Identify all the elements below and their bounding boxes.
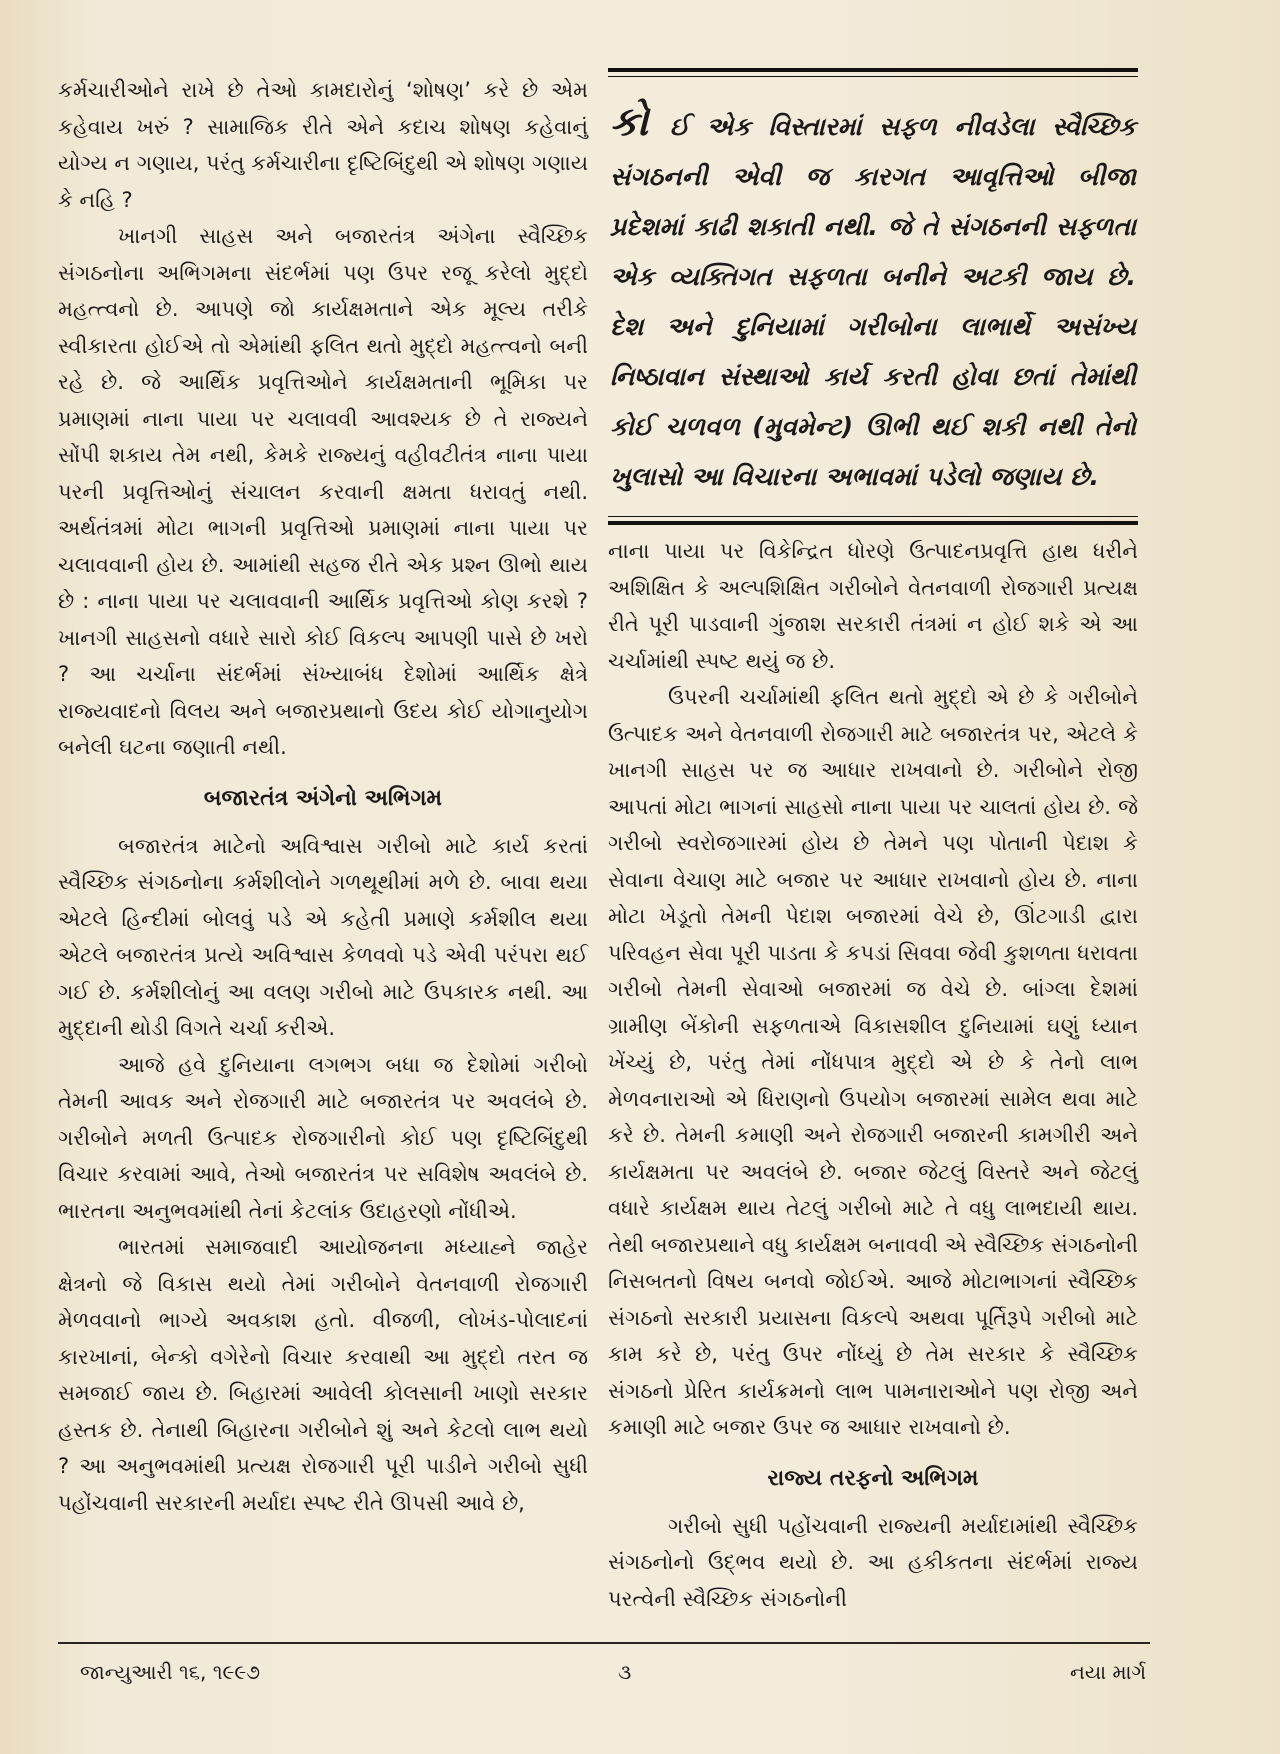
pull-quote (608, 77, 1138, 516)
right-column (608, 68, 1138, 1617)
drop-cap: કો (610, 99, 649, 145)
pull-quote-body: ઈ એક વિસ્તારમાં સફળ નીવડેલા સ્વૈચ્છિક સંગઠનની એવી જ કારગત આવૃત્તિઓ બીજા પ્રદેશમાં કાઢી શકાતી નથી. જે તે સંગઠનની સફળતા એક વ્યક્તિગત સફળતા બનીને અટકી જાય છે. દેશ અને દુનિયામાં ગરીબોના લાભાર્થે અસંખ્ય નિષ્ઠાવાન સંસ્થાઓ કાર્ય કરતી હોવા છતાં તેમાંથી કોઈ ચળવળ (મુવમેન્ટ) ઊભી થઈ શકી નથી તેનો ખુલાસો આ વિચારના અભાવમાં પડેલો જણાય છે. (610, 112, 1136, 491)
paragraph: કર્મચારીઓને રાખે છે તેઓ કામદારોનું ‘શોષણ’ કરે છે એમ કહેવાય ખરું ? સામાજિક રીતે એને કદાચ શોષણ કહેવાનું યોગ્ય ન ગણાય, પરંતુ કર્મચારીના દૃષ્ટિબિંદુથી એ શોષણ ગણાય કે નહિ ? (58, 78, 589, 212)
section-heading: રાજ્ય તરફનો અભિગમ (767, 1465, 979, 1491)
paragraph: ભારતમાં સમાજવાદી આયોજનના મધ્યાહ્ને જાહેર ક્ષેત્રનો જે વિકાસ થયો તેમાં ગરીબોને વેતનવાળી રોજગારી મેળવવાનો ભાગ્યે અવકાશ હતો. વીજળી, લોખંડ-પોલાદનાં કારખાનાં, બેન્કો વગેરેનો વિચાર કરવાથી આ મુદ્દો તરત જ સમજાઈ જાય છે. બિહારમાં આવેલી કોલસાની ખાણો સરકાર હસ્તક છે. તેનાથી બિહારના ગરીબોને શું અને કેટલો લાભ થયો ? આ અનુભવમાંથી પ્રત્યક્ષ રોજગારી પૂરી પાડીને ગરીબો સુધી પહોંચવાની સરકારની મર્યાદા સ્પષ્ટ રીતે ઊપસી આવે છે, (58, 1235, 588, 1515)
left-column (58, 72, 588, 1521)
footer-rule (58, 1642, 1150, 1644)
paragraph: ખાનગી સાહસ અને બજારતંત્ર અંગેના સ્વૈચ્છિક સંગઠનોના અભિગમના સંદર્ભમાં પણ ઉપર રજૂ કરેલો મુદ્દો મહત્ત્વનો છે. આપણે જો કાર્યક્ષમતાને એક મૂલ્ય તરીકે સ્વીકારતા હોઈએ તો એમાંથી ફલિત થતો મુદ્દો મહત્ત્વનો બની રહે છે. જે આર્થિક પ્રવૃત્તિઓને કાર્યક્ષમતાની ભૂમિકા પર પ્રમાણમાં નાના પાયા પર ચલાવવી આવશ્યક છે તે રાજ્યને સોંપી શકાય તેમ નથી, કેમકે રાજ્યનું વહીવટીતંત્ર નાના પાયા પરની પ્રવૃત્તિઓનું સંચાલન કરવાની ક્ષમતા ધરાવતું નથી. અર્થતંત્રમાં મોટા ભાગની પ્રવૃત્તિઓ પ્રમાણમાં નાના પાયા પર ચલાવવાની હોય છે. આમાંથી સહજ રીતે એક પ્રશ્ન ઊભો થાય છે : નાના પાયા પર ચલાવવાની આર્થિક પ્રવૃત્તિઓ કોણ કરશે ? ખાનગી સાહસનો વધારે સારો કોઈ વિકલ્પ આપણી પાસે છે ખરો ? આ ચર્ચાના સંદર્ભમાં સંખ્યાબંધ દેશોમાં આર્થિક ક્ષેત્રે રાજ્યવાદનો વિલય અને બજારપ્રથાનો ઉદય કોઈ યોગાનુયોગ બનેલી ઘટના જણાતી નથી. (58, 224, 588, 759)
paragraph: ગરીબો સુધી પહોંચવાની રાજ્યની મર્યાદામાંથી સ્વૈચ્છિક સંગઠનોનો ઉદ્ભવ થયો છે. આ હકીકતના સંદર્ભમાં રાજ્ય પરત્વેની સ્વૈચ્છિક સંગઠનોની (608, 1513, 1138, 1611)
page-number: ૩ (618, 1660, 632, 1684)
paragraph: ઉપરની ચર્ચામાંથી ફલિત થતો મુદ્દો એ છે કે ગરીબોને ઉત્પાદક અને વેતનવાળી રોજગારી માટે બજારતંત્ર પર, એટલે કે ખાનગી સાહસ પર જ આધાર રાખવાનો છે. ગરીબોને રોજી આપતાં મોટા ભાગનાં સાહસો નાના પાયા પર ચાલતાં હોય છે. જે ગરીબો સ્વરોજગારમાં હોય છે તેમને પણ પોતાની પેદાશ કે સેવાના વેચાણ માટે બજાર પર આધાર રાખવાનો હોય છે. નાના મોટા ખેડૂતો તેમની પેદાશ બજારમાં વેચે છે, ઊંટગાડી દ્વારા પરિવહન સેવા પૂરી પાડતા કે કપડાં સિવવા જેવી કુશળતા ધરાવતા ગરીબો તેમની સેવાઓ બજારમાં જ વેચે છે. બાંગ્લા દેશમાં ગ્રામીણ બેંકોની સફળતાએ વિકાસશીલ દુનિયામાં ઘણું ધ્યાન ખેંચ્યું છે, પરંતુ તેમાં નોંધપાત્ર મુદ્દો એ છે કે તેનો લાભ મેળવનારાઓ એ ધિરાણનો ઉપયોગ બજારમાં સામેલ થવા માટે કરે છે. તેમની કમાણી અને રોજગારી બજારની કામગીરી અને કાર્યક્ષમતા પર અવલંબે છે. બજાર જેટલું વિસ્તરે અને જેટલું વધારે કાર્યક્ષમ થાય તેટલું ગરીબો માટે તે વધુ લાભદાયી થાય. તેથી બજારપ્રથાને વધુ કાર્યક્ષમ બનાવવી એ સ્વૈચ્છિક સંગઠનોની નિસબતનો વિષય બનવો જોઈએ. આજે મોટાભાગનાં સ્વૈચ્છિક સંગઠનો સરકારી પ્રયાસના વિકલ્પે અથવા પૂર્તિરૂપે ગરીબો માટે કામ કરે છે, પરંતુ ઉપર નોંધ્યું છે તેમ સરકાર કે સ્વૈચ્છિક સંગઠનો પ્રેરિત કાર્યક્રમનો લાભ પામનારાઓને પણ રોજી અને કમાણી માટે બજાર ઉપર જ આધાર રાખવાનો છે. (608, 685, 1138, 1439)
paragraph: નાના પાયા પર વિકેન્દ્રિત ધોરણે ઉત્પાદનપ્રવૃત્તિ હાથ ધરીને અશિક્ષિત કે અલ્પશિક્ષિત ગરીબોને વેતનવાળી રોજગારી પ્રત્યક્ષ રીતે પૂરી પાડવાની ગુંજાશ સરકારી તંત્રમાં ન હોઈ શકે એ આ ચર્ચામાંથી સ્પષ્ટ થયું જ છે. (608, 539, 1138, 673)
paragraph: બજારતંત્ર માટેનો અવિશ્વાસ ગરીબો માટે કાર્ય કરતાં સ્વૈચ્છિક સંગઠનોના કર્મશીલોને ગળથૂથીમાં મળે છે. બાવા થયા એટલે હિન્દીમાં બોલવું પડે એ કહેતી પ્રમાણે કર્મશીલ થયા એટલે બજારતંત્ર પ્રત્યે અવિશ્વાસ કેળવવો પડે એવી પરંપરા થઈ ગઈ છે. કર્મશીલોનું આ વલણ ગરીબો માટે ઉપકારક નથી. આ મુદ્દાની થોડી વિગતે ચર્ચા કરીએ. (58, 833, 588, 1040)
section-heading: બજારતંત્ર અંગેનો અભિગમ (203, 785, 443, 811)
paragraph: આજે હવે દુનિયાના લગભગ બધા જ દેશોમાં ગરીબો તેમની આવક અને રોજગારી માટે બજારતંત્ર પર અવલંબે છે. ગરીબોને મળતી ઉત્પાદક રોજગારીનો કોઈ પણ દૃષ્ટિબિંદુથી વિચાર કરવામાં આવે, તેઓ બજારતંત્ર પર સવિશેષ અવલંબે છે. ભારતના અનુભવમાંથી તેનાં કેટલાંક ઉદાહરણો નોંધીએ. (58, 1052, 588, 1223)
right-column-text (608, 525, 1138, 1617)
pull-quote-bottom-rule-thin (608, 516, 1138, 517)
pull-quote-text (610, 97, 1136, 502)
footer-date: જાન્યુઆરી ૧૬, ૧૯૯૭ (80, 1660, 261, 1684)
pull-quote-top-rule (608, 68, 1138, 72)
publication-name: નયા માર્ગ (1070, 1660, 1147, 1684)
